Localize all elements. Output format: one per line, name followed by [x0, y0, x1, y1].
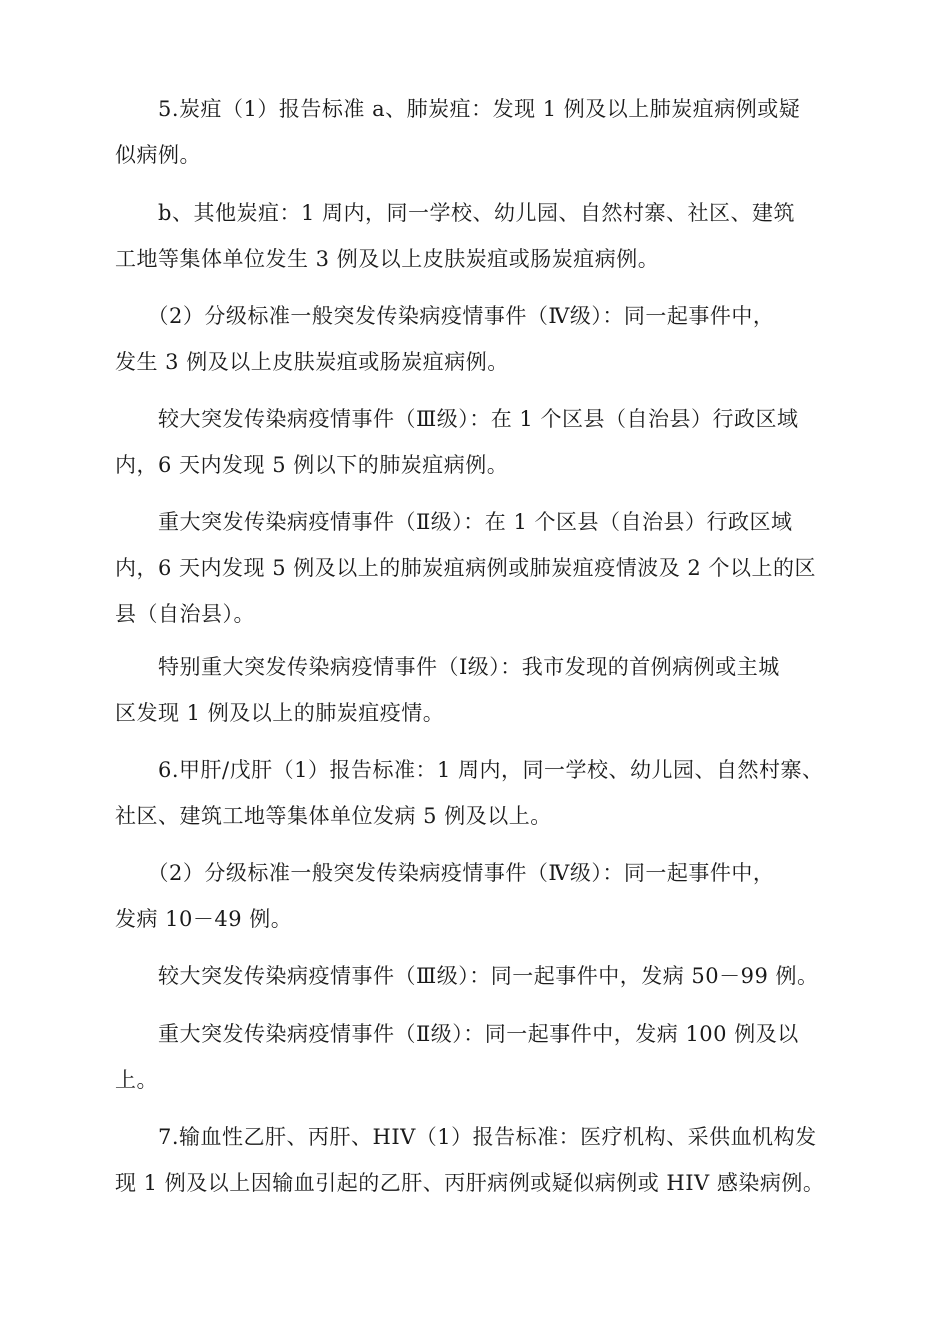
text-line: 重大突发传染病疫情事件（Ⅱ级）：在 1 个区县（自治县）行政区域 — [115, 510, 793, 534]
paragraph-anthrax-level-i — [115, 644, 855, 736]
text-line: 工地等集体单位发生 3 例及以上皮肤炭疽或肠炭疽病例。 — [115, 247, 660, 271]
paragraph-anthrax-report-standard-b — [115, 190, 855, 282]
text-line: b、其他炭疽：1 周内，同一学校、幼儿园、自然村寨、社区、建筑 — [115, 201, 795, 225]
paragraph-anthrax-report-standard-a — [115, 86, 855, 178]
text-line: 内，6 天内发现 5 例以下的肺炭疽病例。 — [115, 453, 509, 477]
text-line: （2）分级标准一般突发传染病疫情事件（Ⅳ级）：同一起事件中， — [115, 304, 775, 328]
text-line: 内，6 天内发现 5 例及以上的肺炭疽病例或肺炭疽疫情波及 2 个以上的区 — [115, 556, 816, 580]
text-line: 社区、建筑工地等集体单位发病 5 例及以上。 — [115, 804, 552, 828]
paragraph-transfusion-hepatitis-hiv-report-standard — [115, 1114, 855, 1206]
text-line: 6.甲肝/戊肝（1）报告标准：1 周内，同一学校、幼儿园、自然村寨、 — [115, 758, 824, 782]
paragraph-anthrax-level-ii — [115, 499, 855, 637]
paragraph-hepatitis-ae-level-iii — [115, 953, 855, 999]
text-line: 较大突发传染病疫情事件（Ⅲ级）：在 1 个区县（自治县）行政区域 — [115, 407, 799, 431]
paragraph-hepatitis-ae-level-iv — [115, 850, 855, 942]
text-line: 似病例。 — [115, 143, 201, 167]
paragraph-hepatitis-ae-level-ii — [115, 1011, 855, 1103]
text-line: 较大突发传染病疫情事件（Ⅲ级）：同一起事件中，发病 50－99 例。 — [115, 964, 819, 988]
text-line: 发生 3 例及以上皮肤炭疽或肠炭疽病例。 — [115, 350, 509, 374]
text-line: 区发现 1 例及以上的肺炭疽疫情。 — [115, 701, 445, 725]
text-line: 上。 — [115, 1068, 158, 1092]
text-line: （2）分级标准一般突发传染病疫情事件（Ⅳ级）：同一起事件中， — [115, 861, 775, 885]
text-line: 县（自治县）。 — [115, 602, 255, 626]
paragraph-hepatitis-ae-report-standard — [115, 747, 855, 839]
paragraph-anthrax-level-iii — [115, 396, 855, 488]
text-line: 7.输血性乙肝、丙肝、HIV（1）报告标准：医疗机构、采供血机构发 — [115, 1125, 817, 1149]
text-line: 特别重大突发传染病疫情事件（Ⅰ级）：我市发现的首例病例或主城 — [115, 655, 780, 679]
text-line: 现 1 例及以上因输血引起的乙肝、丙肝病例或疑似病例或 HIV 感染病例。 — [115, 1171, 825, 1195]
paragraph-anthrax-level-iv — [115, 293, 855, 385]
text-line: 5.炭疽（1）报告标准 a、肺炭疽：发现 1 例及以上肺炭疽病例或疑 — [115, 97, 801, 121]
text-line: 发病 10－49 例。 — [115, 907, 293, 931]
text-line: 重大突发传染病疫情事件（Ⅱ级）：同一起事件中，发病 100 例及以 — [115, 1022, 799, 1046]
